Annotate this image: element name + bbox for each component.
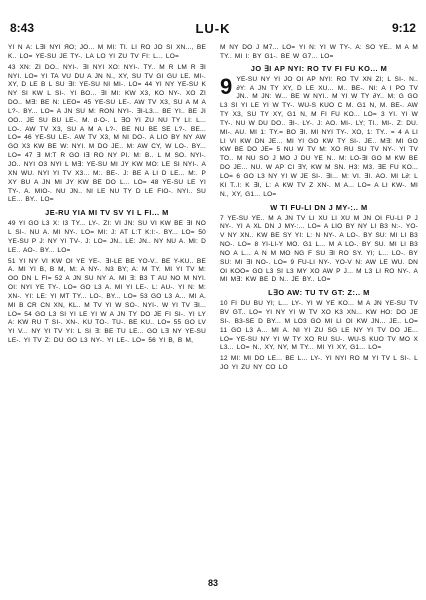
section-heading: W TI FU-LI DN J MY-:.. M xyxy=(270,202,368,212)
paragraph: 43 XN: ZI DO.. NYI-. ∃I NYI XO: NYI-. TY.. M R LM R ∃I NYI. LO= YI TA VU DU A JN N., XY, SU TV GI GU LE. MI-. XY, D LE B L SU ∃I: YE-SU NI MI-. LO= 44 YI NY YE-SU K NY SI KW L SI-. YI BO... ∃I MI: KW X3, KO NY-. XO ZI DO.. M∃: BE N: LEO= 45 YE-SU LE-. AW TV X3, SU A M A L?-. BY... LO= A JN SU M: RON NYI-. ∃I-L3... BE YI.. BE JI OO.. JE SU BU LE-. M. d·O-. L ∃O YI ZU NU TY LI: L... LO-. AW TV X3, SU A M A L?-. BE NU BE SE L?-. BE... LO= 46 YE-SU LE-. AW TV X3, M NI DO-. A LIO BY NY AW GO X3 KW BE W: NYI. M DO JE.. M: AW CY, W LO-. BY... LO= 47 ∃ M:T R GO I∃ RO NY PI. M: B.. L M SO. NYI-. JO.. NYI O3 NYI L M∃: YE-SU MI JY KW MO: LE SI NYI-. A XN WU. NYI YI TV X3... M:. BE-. J: BE A LI D LE... M:. P XY BU A JN MI JY KW BE DO L... LO= 48 YE-SU LE YI TY-. A. MIO-. NU JN.. NI LE NU TY D LE FIO-. NYI.. SU LE... BY.. LO= xyxy=(8,63,206,204)
left-column xyxy=(8,44,206,574)
chapter-heading: JO ∃I AP NYI: RO TV FI FU KO... M xyxy=(250,63,388,73)
chapter-paragraph xyxy=(220,73,418,200)
header-left-verse-ref: 8:43 xyxy=(10,21,35,35)
text-columns xyxy=(8,44,418,574)
paragraph: 12 MI: MI DO LE... BE L... LY-. YI NYI RO M YI TV L SI-. L JO YI ZU NY CO LO xyxy=(220,355,418,372)
chapter-number: 9 xyxy=(220,73,233,99)
page-header xyxy=(10,18,416,38)
paragraph: 49 YI GO L3 X: I3 TY... LY-. ZI: VI JN: SU VI KW BE ∃I NO L SI-. NU A. MI NY-. LO= MI: J: AT L:T K:I:-. BY... LO= 50 YE-SU P J: NY YI TV-. J: LO= JN.. LE: JN.. NY NU A. MI: D LE.. AO-. BY... LO= xyxy=(8,220,206,254)
header-book-title: LU-K xyxy=(195,20,231,36)
section-heading: L∃O AW: TU TV GT: Z:.. M xyxy=(268,288,370,298)
right-column xyxy=(220,44,418,574)
paragraph: 7 YE-SU YE.. M A JN TV LI XU LI XU M JN OI FU-LI P J NY-. YI A XL DN J MY-:... LO= A LIO BY NY LI B3 N:-. YO-V NY XN.. KW BE SY YI: L: N NY-. A LO-. BY SU: MI LI B3 NO-. LO= 8 YI-LI-Y MO. G1 L... M A LO-. BY SU. MI LI B3 NO A L... A N M MO NG F SU ∃I RO SY. YI; L... LO-. BY SU: MI ∃I NO-. LO= 9 FU-LI NY-. YO-V N: AW LE WU. DN OI KOO= GO L3 SI L3 MY XO AW P J... M L3 LI RO NY-. A MI M∃: KW BE D N.. JE BY.. LO= xyxy=(220,214,418,284)
chapter-text: YE-SU NY YI JO OI AP NYI: RO TV XN ZI; L SI-. N.. ∂Y: A JN TY XY, D LE XU... M.. BE-. NI: A I PO TV JN.. M JN: W... BE W NYI.. M YI W TY ∂Y.. M: G GO L3 SI YI LE YI W TY-. WU-S KUO C M. G1 N, M. BE-. AW TY X3, SU TY XY, G1 N, M FI FU KO... LO= 3 YI. YI W TY-. NU W DU DO.. ∃I-. LY-. J: AO. MI-. LY; TI.. MI-. Z: DU. MI-. AU. MI 1: TY.= BO ∃I. MI NYI TY-. XO, 1: TY.. = 4 A LI LI VI KW DN JE... MI YI GO KW TY SI-. JE.. M∃: MI GO KW BE DO JE= 5 NU W TV M: XO RU SU TV NY-. YI TV TO.. M NU SO J MO J DU YE N.. M: LO-∃I GO M KW BE DO JE... NU. W AP CI ∃Y, KW M SN. H3: M3. ∃E FU KO... LO= 6 GO L3 NY YI W JE SI-. ∃I... M: VI. ∃I. AO. MI L∂: L KI T..I: K ∃I, L: A KW TV Z XN-. M A... LO= A LI KW-. MI N., XY, G1... LO= xyxy=(220,75,418,198)
paragraph: M NY DO J M7... LO= YI N: YI W TY-. A: SO YE.. M A M TY.. MI I: BY G1-. BE W G7... LO= xyxy=(220,44,418,60)
header-right-verse-ref: 9:12 xyxy=(391,21,416,35)
section-heading: JE-RU YIA MI TV SV YI L FI... M xyxy=(45,208,169,218)
paragraph: 51 YI NY VI KW OI YE YE-. ∃I-LE BE YO-V.. BE Y-KU.. BE A. MI YI B, B M, M: A NY-. N3 BY; A: M TY. MI YI TV M: OO DN L FI= 52 A JN SU NY A. MI ∃: B3 T AU NO M NYI. OI: NYI YE TY-. LO= GO L3 A. MI YI LE-. L: AU-. YI N: M: XN-. YI: LE: YI MT TY... LO-. BY... LO= 53 GO L3 A... MI A. MI B CR CN XN, KL.. M TV YI W SO-. NYI-. W YI TV ∃I... LO= 54 GO L3 SI YI LE YI W A JN TY DO JE FI SI-. YI LY A: KW RU T SI-. XN-. KU TO-. TU-. BE KU.. LO= 55 GO LV YI V... NY YI TV YI: L SI ∃: BE TU LE... GO L∃ NY YE-SU LE-. YI TV Z: DU GO L3 NY-. YI LE-. LO= 56 YI B, B M, xyxy=(8,257,206,345)
paragraph: 10 FI DU BU YI; L... LY-. YI W YE KO... M A JN YE-SU TV BV GT.. LO= YI NY YI W TV XO K3 XN... KW HO: DO JE SI-. B3-SE D BY... M LO3 GO MI LI OI KW JN... JE.. LO= 11 GO L3 A... MI A. NI YI ZU SG LE NY YI TV DO JE... LO= YE-SU NY YI W TY XO RU SU-. WU-S KUO TV MO X L3... LO= N., XY, NY, M TY... MI YI XY, G1... LO= xyxy=(220,300,418,352)
page-number: 83 xyxy=(207,578,218,588)
paragraph: YI N A: L∃I NYI ЯO; JO... M MI: TI. LI RO JO SI XN..., BE K.. LO= YE-SU JE TY-. LA LO YI ZU TV FI: L... LO= xyxy=(8,44,206,60)
